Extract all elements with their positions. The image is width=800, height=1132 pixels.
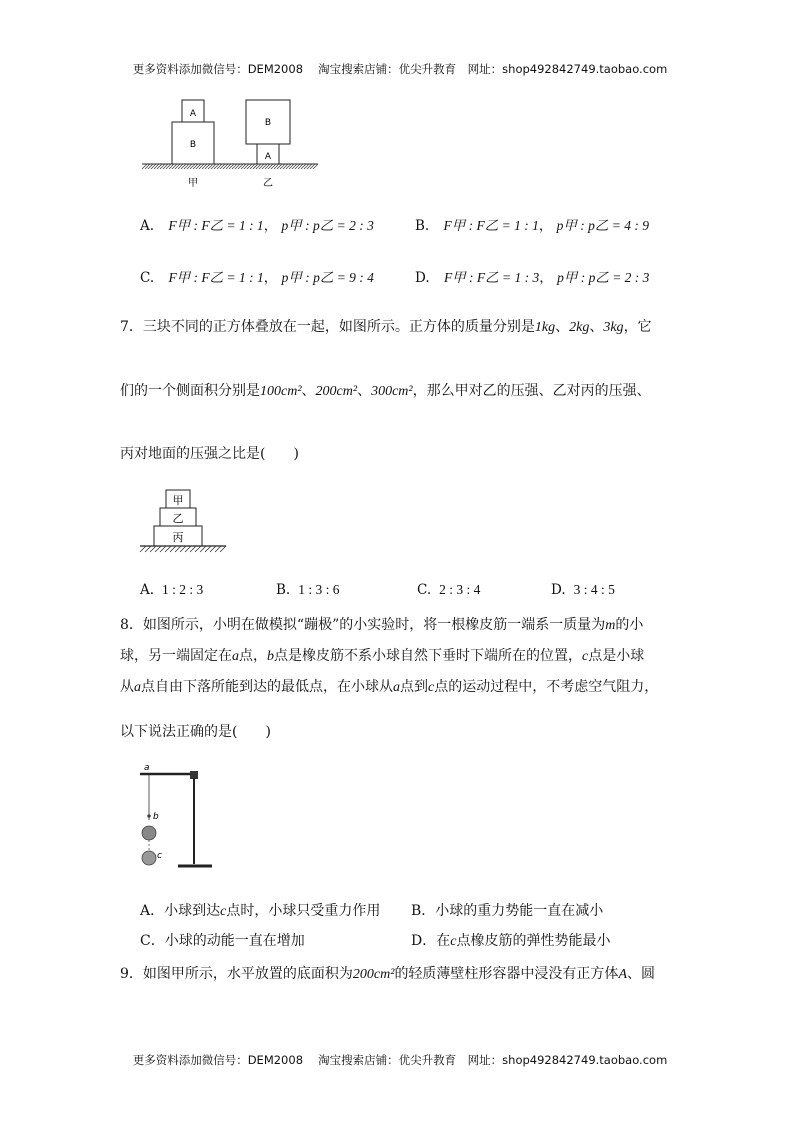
q7-block-jia: 甲 bbox=[172, 494, 184, 507]
q6-option-d[interactable]: D. F甲 : F乙 = 1 : 3， p甲 : p乙 = 2 : 3 bbox=[415, 270, 650, 286]
q6-left-top-label: A bbox=[189, 109, 197, 119]
q7-block-bing: 丙 bbox=[172, 531, 184, 544]
q8-figure bbox=[126, 760, 226, 875]
q6-option-c[interactable]: C. F甲 : F乙 = 1 : 1， p甲 : p乙 = 9 : 4 bbox=[140, 270, 374, 286]
option-pressure-ratio: p甲 : p乙 = 2 : 3 bbox=[557, 270, 650, 285]
option-letter: B. bbox=[415, 218, 430, 234]
mass-3: 3kg bbox=[603, 320, 624, 335]
page-header: 更多资料添加微信号：DEM2008 淘宝搜索店铺：优尖升教育 网址：shop492842749.taobao.com bbox=[132, 62, 668, 76]
option-letter: C. bbox=[140, 270, 155, 286]
q7-block-yi: 乙 bbox=[172, 512, 184, 525]
option-pressure-ratio: p甲 : p乙 = 2 : 3 bbox=[281, 218, 374, 233]
option-pressure-ratio: p甲 : p乙 = 4 : 9 bbox=[556, 218, 650, 233]
q8-point-a: a bbox=[144, 763, 150, 773]
q9-line-1: 9．如图甲所示，水平放置的底面积为200cm²的轻质薄壁柱形容器中浸没有正方体A、圆 bbox=[120, 966, 655, 982]
q7-option-d[interactable]: D. 3 : 4 : 5 bbox=[551, 582, 615, 598]
mass-1: 1kg bbox=[534, 320, 556, 335]
q8-line-1: 8．如图所示，小明在做模拟“蹦极”的小实验时，将一根橡皮筋一端系一质量为m的小 bbox=[120, 617, 644, 633]
q8-point-b: b bbox=[153, 812, 159, 822]
q7-option-c[interactable]: C. 2 : 3 : 4 bbox=[417, 582, 481, 598]
option-force-ratio: F甲 : F乙 = 1 : 1 bbox=[168, 218, 264, 233]
q6-left-bottom-label: B bbox=[189, 140, 197, 150]
option-force-ratio: F甲 : F乙 = 1 : 1 bbox=[443, 218, 539, 233]
q6-right-top-label: B bbox=[264, 118, 272, 128]
q8-line-2: 球，另一端固定在a点，b点是橡皮筋不系小球自然下垂时下端所在的位置，c点是小球 bbox=[120, 648, 645, 664]
q7-figure bbox=[138, 488, 230, 554]
q8-option-c[interactable]: C．小球的动能一直在增加 bbox=[140, 933, 305, 949]
q6-figure bbox=[140, 98, 320, 193]
q6-option-b[interactable]: B. F甲 : F乙 = 1 : 1， p甲 : p乙 = 4 : 9 bbox=[415, 218, 650, 234]
option-force-ratio: F甲 : F乙 = 1 : 1 bbox=[168, 270, 264, 285]
q7-option-b[interactable]: B. 1 : 3 : 6 bbox=[276, 582, 340, 598]
q8-option-b[interactable]: B．小球的重力势能一直在减小 bbox=[411, 903, 604, 919]
q8-line-4: 以下说法正确的是( ) bbox=[120, 724, 271, 740]
area-2: 200cm² bbox=[315, 384, 358, 399]
q7-line-3: 丙对地面的压强之比是( ) bbox=[120, 446, 299, 462]
answer-blank: ( ) bbox=[232, 724, 271, 740]
q7-option-a[interactable]: A. 1 : 2 : 3 bbox=[140, 582, 204, 598]
option-pressure-ratio: p甲 : p乙 = 9 : 4 bbox=[281, 270, 374, 285]
q6-option-a[interactable]: A. F甲 : F乙 = 1 : 1， p甲 : p乙 = 2 : 3 bbox=[140, 218, 374, 234]
q8-line-3: 从a点自由下落所能到达的最低点，在小球从a点到c点的运动过程中，不考虑空气阻力， bbox=[120, 679, 659, 695]
option-force-ratio: F甲 : F乙 = 1 : 3 bbox=[443, 270, 540, 285]
q8-option-d[interactable]: D．在c点橡皮筋的弹性势能最小 bbox=[411, 933, 611, 949]
answer-blank: ( ) bbox=[260, 446, 299, 462]
option-letter: D. bbox=[415, 270, 430, 286]
q6-label-jia: 甲 bbox=[188, 178, 198, 189]
q8-point-c: c bbox=[157, 851, 162, 861]
area-1: 100cm² bbox=[260, 384, 302, 399]
q7-line-1: 7．三块不同的正方体叠放在一起，如图所示。正方体的质量分别是1kg、2kg、3kg，它 bbox=[120, 319, 652, 335]
option-letter: A. bbox=[140, 218, 155, 234]
q6-label-yi: 乙 bbox=[263, 178, 273, 189]
q7-line-2: 们的一个侧面积分别是100cm²、200cm²、300cm²，那么甲对乙的压强、乙对丙的压强、 bbox=[120, 383, 651, 399]
q8-option-a[interactable]: A．小球到达c点时，小球只受重力作用 bbox=[140, 903, 381, 919]
page-footer: 更多资料添加微信号：DEM2008 淘宝搜索店铺：优尖升教育 网址：shop492842749.taobao.com bbox=[132, 1053, 668, 1067]
mass-2: 2kg bbox=[569, 320, 590, 335]
area-3: 300cm² bbox=[371, 384, 413, 399]
q6-right-bottom-label: A bbox=[264, 152, 272, 162]
